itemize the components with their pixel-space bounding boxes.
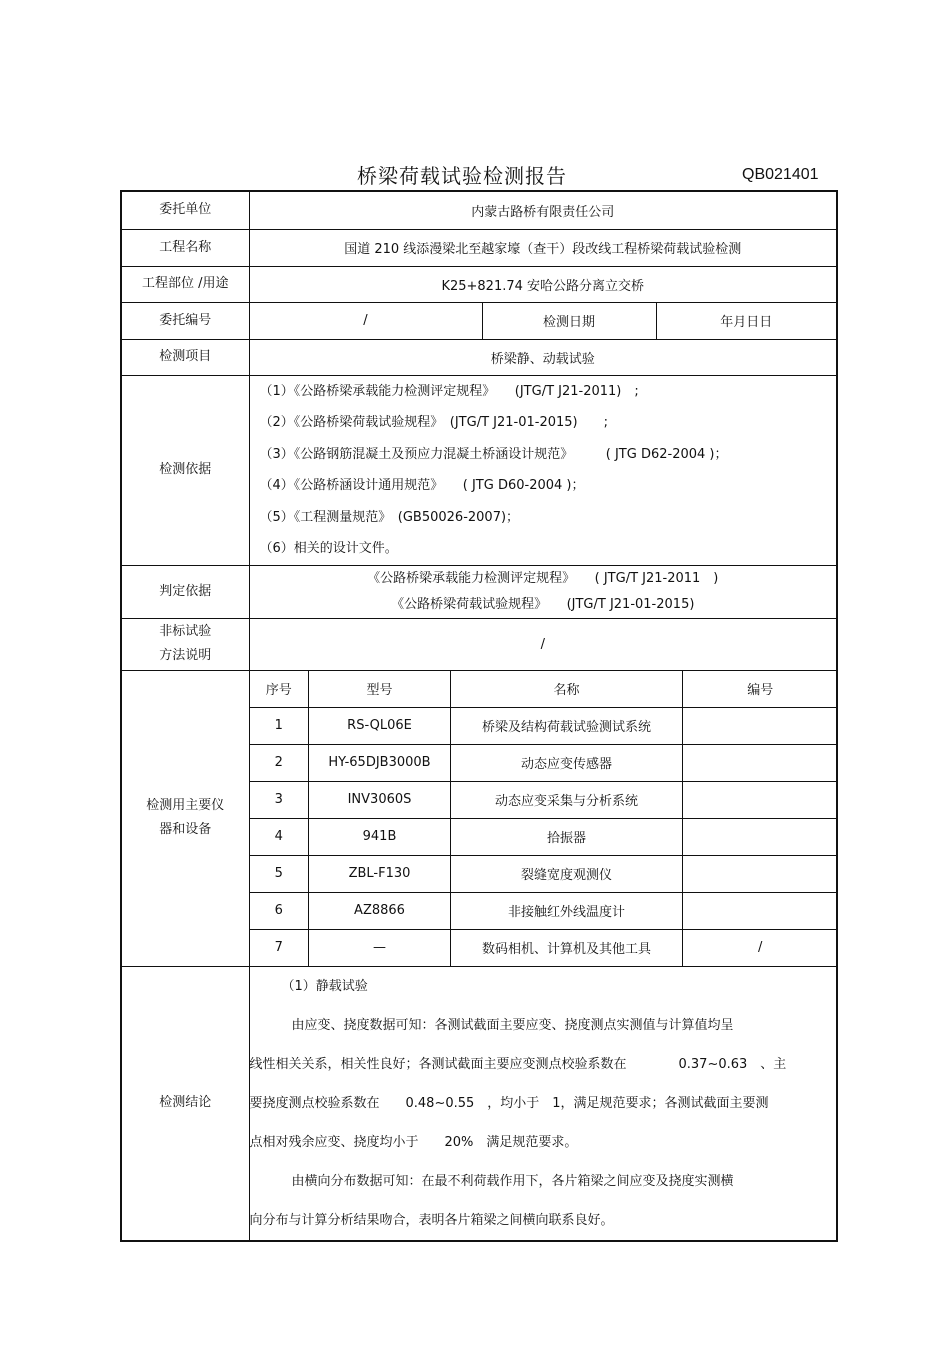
- entrust-no-label: 委托编号: [121, 302, 249, 339]
- entrust-no-value: /: [249, 302, 482, 339]
- equip-id: [683, 818, 838, 855]
- table-row: [250, 929, 838, 966]
- conclusion-line: 向分布与计算分析结果吻合，表明各片箱梁之间横向联系良好。: [249, 1212, 614, 1228]
- basis-item: （5）《工程测量规范》 (GB50026-2007)；: [259, 509, 520, 525]
- judge-label: 判定依据: [121, 565, 249, 618]
- equip-name: 动态应变采集与分析系统: [451, 781, 683, 818]
- equip-id: [683, 707, 838, 744]
- judge-list: [249, 565, 837, 618]
- equip-no: 3: [250, 781, 309, 818]
- equip-name: 非接触红外线温度计: [451, 892, 683, 929]
- equipment-table: [250, 671, 838, 966]
- nonstd-label-line: 方法说明: [159, 648, 212, 663]
- equip-header-name: 名称: [451, 671, 683, 708]
- nonstd-label-line: 非标试验: [159, 624, 212, 639]
- report-table: [120, 190, 838, 1242]
- equipment-cell: [249, 670, 837, 966]
- equip-id: [683, 855, 838, 892]
- equip-header-id: 编号: [683, 671, 838, 708]
- project-value: 国道 210 线添漫梁北至越家壕（查干）段改线工程桥梁荷载试验检测: [249, 229, 837, 266]
- table-row: [250, 855, 838, 892]
- conclusion-text: [249, 966, 837, 1241]
- client-label: 委托单位: [121, 191, 249, 229]
- nonstd-label: [121, 618, 249, 670]
- table-row: [250, 818, 838, 855]
- equip-label-line: 检测用主要仪: [146, 798, 225, 813]
- part-label: 工程部位 /用途: [121, 266, 249, 302]
- equip-name: 数码相机、计算机及其他工具: [451, 929, 683, 966]
- equip-label: [121, 670, 249, 966]
- equip-no: 6: [250, 892, 309, 929]
- client-value: 内蒙古路桥有限责任公司: [249, 191, 837, 229]
- conclusion-line: 点相对残余应变、挠度均小于 20% 满足规范要求。: [249, 1134, 578, 1150]
- basis-item: （1）《公路桥梁承载能力检测评定规程》 (JTG/T J21-2011) ;: [259, 383, 639, 399]
- equip-no: 2: [250, 744, 309, 781]
- equip-model: INV3060S: [309, 781, 451, 818]
- equip-model: HY-65DJB3000B: [309, 744, 451, 781]
- equip-no: 7: [250, 929, 309, 966]
- project-label: 工程名称: [121, 229, 249, 266]
- equip-id: /: [683, 929, 838, 966]
- test-date-label: 检测日期: [482, 302, 656, 339]
- conclusion-line: 由横向分布数据可知：在最不利荷载作用下，各片箱梁之间应变及挠度实测横: [291, 1173, 734, 1189]
- conclusion-line: 由应变、挠度数据可知：各测试截面主要应变、挠度测点实测值与计算值均呈: [291, 1017, 734, 1033]
- equip-id: [683, 781, 838, 818]
- basis-item: （6）相关的设计文件。: [259, 541, 398, 556]
- equip-id: [683, 892, 838, 929]
- conclusion-line: （1）静载试验: [281, 978, 368, 994]
- conclusion-line: 线性相关关系，相关性良好；各测试截面主要应变测点校验系数在 0.37~0.63 、主: [249, 1056, 787, 1072]
- table-row: [250, 781, 838, 818]
- equip-model: —: [309, 929, 451, 966]
- table-row: [250, 707, 838, 744]
- equip-name: 裂缝宽度观测仪: [451, 855, 683, 892]
- equip-name: 拾振器: [451, 818, 683, 855]
- nonstd-value: /: [249, 618, 837, 670]
- equip-id: [683, 744, 838, 781]
- table-row: [250, 744, 838, 781]
- basis-list: [249, 375, 837, 565]
- basis-label: 检测依据: [121, 375, 249, 565]
- equip-model: ZBL-F130: [309, 855, 451, 892]
- equip-no: 5: [250, 855, 309, 892]
- basis-item: （2）《公路桥梁荷载试验规程》 (JTG/T J21-01-2015) ;: [259, 415, 608, 430]
- basis-item: （4）《公路桥涵设计通用规范》 ( JTG D60-2004 )；: [259, 478, 585, 493]
- equip-header-model: 型号: [309, 671, 451, 708]
- report-title: 桥梁荷载试验检测报告: [357, 164, 567, 188]
- equip-header-no: 序号: [250, 671, 309, 708]
- equip-label-line: 器和设备: [159, 822, 212, 837]
- judge-item: 《公路桥梁荷载试验规程》 (JTG/T J21-01-2015): [391, 596, 695, 612]
- judge-item: 《公路桥梁承载能力检测评定规程》 ( JTG/T J21-2011 ): [367, 570, 719, 586]
- equip-no: 1: [250, 707, 309, 744]
- equip-model: RS-QL06E: [309, 707, 451, 744]
- equip-model: AZ8866: [309, 892, 451, 929]
- item-value: 桥梁静、动载试验: [249, 339, 837, 375]
- equip-name: 桥梁及结构荷载试验测试系统: [451, 707, 683, 744]
- conclusion-label: 检测结论: [121, 966, 249, 1241]
- equip-no: 4: [250, 818, 309, 855]
- item-label: 检测项目: [121, 339, 249, 375]
- part-value: K25+821.74 安哈公路分离立交桥: [249, 266, 837, 302]
- equip-name: 动态应变传感器: [451, 744, 683, 781]
- conclusion-line: 要挠度测点校验系数在 0.48~0.55 ，均小于 1，满足规范要求；各测试截面主要测: [249, 1095, 769, 1111]
- equip-model: 941B: [309, 818, 451, 855]
- basis-item: （3）《公路钢筋混凝土及预应力混凝土桥涵设计规范》 ( JTG D62-2004 )；: [259, 446, 728, 462]
- report-code: QB021401: [742, 166, 819, 183]
- test-date-value: 年月日日: [656, 302, 837, 339]
- table-row: [250, 892, 838, 929]
